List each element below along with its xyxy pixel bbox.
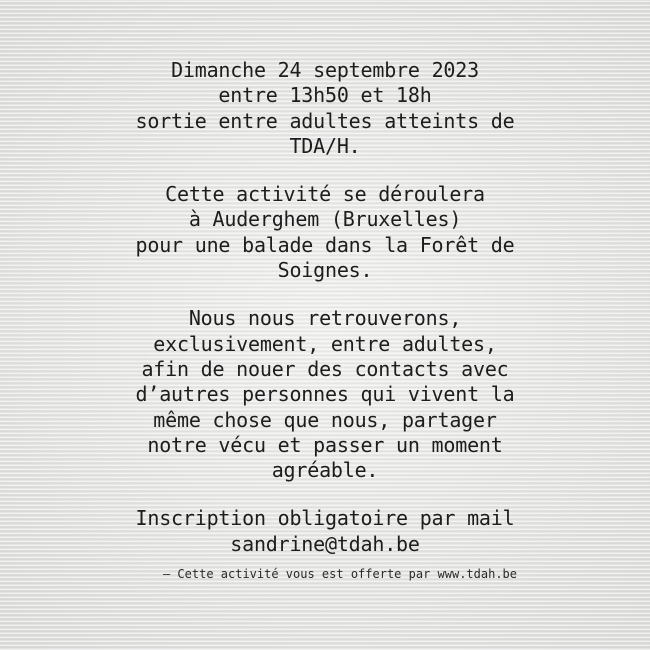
location-line-3: pour une balade dans la Forêt de — [135, 232, 515, 257]
event-date: Dimanche 24 septembre 2023 — [171, 58, 479, 82]
purpose-line-7: agréable. — [271, 458, 379, 483]
location-line-1: Cette activité se déroulera — [165, 182, 485, 207]
location-line-4: Soignes. — [277, 258, 373, 283]
event-date-block — [40, 58, 610, 159]
registration-instruction: Inscription obligatoire par mail — [135, 506, 515, 531]
purpose-line-5: même chose que nous, partager — [153, 407, 497, 432]
purpose-line-2: exclusivement, entre adultes, — [153, 331, 497, 356]
registration-email: sandrine@tdah.be — [230, 531, 420, 556]
purpose-block — [40, 306, 610, 483]
location-line-2: à Auderghem (Bruxelles) — [188, 207, 462, 232]
registration-block — [40, 506, 610, 557]
location-block — [40, 182, 610, 283]
event-time: entre 13h50 et 18h — [218, 83, 432, 108]
purpose-line-3: afin de nouer des contacts avec — [141, 356, 509, 381]
footer-credit: – Cette activité vous est offerte par www.tdah.be — [162, 567, 517, 581]
announcement-text — [40, 58, 610, 580]
purpose-line-1: Nous nous retrouverons, — [188, 306, 462, 331]
event-description-line-1: sortie entre adultes atteints de — [135, 108, 515, 133]
event-description-line-2: TDA/H. — [289, 133, 361, 158]
purpose-line-4: d’autres personnes qui vivent la — [135, 382, 515, 407]
purpose-line-6: notre vécu et passer un moment — [147, 432, 503, 457]
